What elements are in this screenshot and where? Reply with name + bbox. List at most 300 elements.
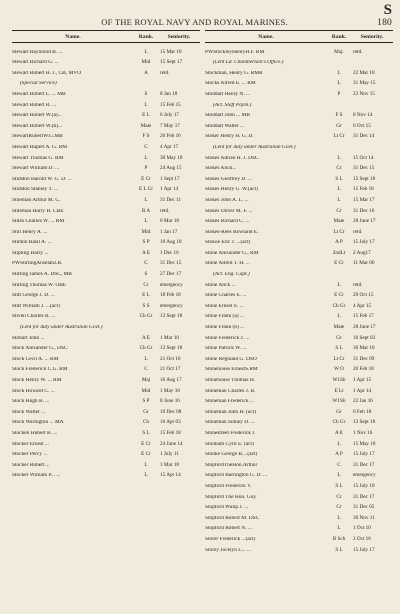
table-row: [12, 153, 200, 164]
officer-rank: Lt Cr: [333, 355, 345, 362]
officer-seniority: 31 Dec 09: [353, 355, 375, 362]
officer-rank: Maj.: [334, 48, 344, 55]
officer-name: Stokes John A. L. ...: [205, 197, 249, 203]
officer-seniority: 16 Aug 17: [160, 377, 182, 383]
officer-name: Stone Charles E. ...: [205, 293, 247, 299]
officer-rank: Cr: [336, 493, 342, 500]
table-row: [205, 195, 393, 206]
officer-name: Stileman Arthur M. C.: [12, 197, 61, 203]
officer-name: Stone Frank (b) ...: [205, 325, 245, 331]
officer-seniority: emergency: [160, 281, 183, 288]
table-row: [205, 492, 393, 503]
table-row: [205, 238, 393, 249]
officer-seniority: 8 Jan 18: [160, 90, 178, 97]
officer-name: Stocker William P... ...: [12, 473, 61, 479]
table-row: [205, 513, 393, 524]
officer-rank: A P: [335, 239, 343, 246]
left-column: [12, 30, 200, 556]
officer-seniority: 1 Mar 18: [160, 461, 180, 468]
officer-rank: E L Cr: [139, 186, 153, 193]
officer-seniority: 7 May 17: [160, 122, 180, 129]
table-row: [205, 269, 393, 280]
officer-rank: C: [144, 260, 148, 267]
officer-name: (Special Service): [20, 81, 57, 87]
officer-rank: Mid: [141, 59, 151, 66]
table-row: [205, 481, 393, 492]
officer-rank: Ch Gr: [139, 313, 153, 320]
officer-seniority: 15 Oct 14: [353, 154, 374, 161]
officer-rank: Maj: [141, 377, 151, 383]
officer-seniority: 1 Mar 10: [160, 334, 180, 341]
table-row: [12, 291, 200, 302]
table-row: [12, 269, 200, 280]
officer-rank: A: [144, 69, 148, 76]
officer-rank: E L: [142, 112, 150, 119]
officer-name: Stokes Oliver M. F. ...: [205, 208, 253, 214]
table-row: [12, 248, 200, 259]
table-row: [12, 174, 200, 185]
officer-seniority: 31 Dec 15: [353, 165, 375, 172]
officer-rank: Gr: [336, 122, 342, 129]
officer-rank: A E: [142, 334, 150, 341]
table-row: [205, 68, 393, 79]
officer-rank: S: [144, 90, 148, 97]
officer-name: Stonehouse Thomas H.: [205, 378, 256, 383]
right-rows: [205, 47, 393, 556]
table-row: [12, 344, 200, 355]
table-row: [12, 460, 200, 471]
officer-seniority: 15 Sept 18: [353, 175, 376, 182]
rank-header: Rank.: [138, 33, 154, 40]
officer-name: Stoneman Sidney D. ...: [205, 420, 255, 426]
table-row: [12, 439, 200, 450]
officer-name: Stoneman Charles J. B.: [205, 388, 256, 394]
officer-rank: L: [337, 313, 341, 320]
officer-name: Stopford Philip J. ...: [205, 505, 249, 511]
officer-rank: Mate: [333, 218, 345, 225]
table-row: [205, 111, 393, 122]
officer-rank: L: [337, 472, 341, 479]
officer-seniority: 26 Feb 16: [160, 133, 181, 140]
officer-name: Stitt William J. ...(act): [12, 303, 60, 309]
officer-name: Stileman Harry H. CBE: [12, 208, 64, 214]
officer-rank: L: [337, 525, 341, 532]
officer-name: Stock Alexander G., DSC: [12, 346, 68, 352]
officer-rank: L: [144, 101, 148, 108]
officer-seniority: 31 Dec 16: [353, 207, 375, 214]
table-row: [205, 365, 393, 376]
officer-seniority: 24 June 14: [160, 440, 183, 447]
officer-name: PWStockleyHenryH.F. RM: [205, 49, 265, 55]
officer-rank: L: [337, 80, 341, 87]
table-row: [205, 375, 393, 386]
officer-name: Stockman, Henry G. RMR: [205, 70, 263, 76]
officer-name: Stiven Charles B. ...: [12, 314, 56, 320]
table-row: [205, 418, 393, 429]
officer-rank: E Cr: [141, 440, 151, 447]
table-row: [205, 397, 393, 408]
table-row: [12, 407, 200, 418]
officer-name: Stewart Robert R. ...: [12, 102, 57, 108]
officer-name: Stonham Cyril E. (act): [205, 441, 254, 447]
table-row: [12, 238, 200, 249]
officer-rank: P: [144, 165, 148, 172]
table-row: [205, 354, 393, 365]
table-row: [12, 195, 200, 206]
table-row: [12, 333, 200, 344]
officer-seniority: 23 Nov 15: [353, 90, 375, 97]
officer-rank: Ch Gr: [332, 419, 346, 426]
officer-rank: A P: [335, 451, 343, 458]
table-row: [12, 111, 200, 122]
officer-rank: C: [337, 461, 341, 468]
officer-name: Stewart Robert W.(b)...: [12, 123, 63, 129]
rank-header: Rank.: [331, 33, 347, 40]
officer-name: Stokes Adrian H. J. DSC: [205, 155, 259, 161]
officer-rank: W O: [334, 366, 344, 373]
officer-rank: Ch: [142, 419, 150, 426]
officer-rank: Lt Cr: [333, 133, 345, 140]
table-row: [205, 301, 393, 312]
officer-name: Stock Howard C. ...: [12, 388, 55, 394]
officer-seniority: 15 Apr 14: [160, 472, 181, 479]
officer-seniority: 31 Dec 11: [160, 196, 182, 203]
officer-seniority: 1 Apr 14: [160, 186, 179, 193]
table-row: [205, 439, 393, 450]
table-row: [12, 428, 200, 439]
officer-name: Stock Hugh R. ...: [12, 399, 50, 405]
officer-seniority: 1 Apr 15: [353, 377, 372, 383]
officer-name: Stoneman Frederick ...: [205, 399, 254, 405]
officer-rank: S L: [142, 429, 150, 436]
officer-seniority: 18 Feb 18: [160, 292, 181, 299]
officer-rank: W1Sh: [332, 398, 346, 405]
table-row: [205, 344, 393, 355]
officer-name: Stone Ernest S. ...: [205, 303, 244, 309]
officer-rank: L: [337, 154, 341, 161]
officer-seniority: 31 Dec 15: [160, 260, 182, 267]
table-row: [12, 100, 200, 111]
officer-name: Stock Henry W. ... RM: [12, 378, 62, 383]
officer-rank: F S: [335, 112, 343, 119]
officer-name: Stocker Robert ...: [12, 462, 50, 468]
table-row: [12, 164, 200, 175]
table-row: [12, 280, 200, 291]
officer-name: Stokes Geoffrey D. ...: [205, 176, 253, 182]
officer-name: Stinton Basil A. ...: [12, 240, 52, 246]
table-row: [205, 100, 393, 111]
table-row: [205, 534, 393, 545]
officer-seniority: 15 Feb 18: [160, 429, 181, 436]
officer-name: Stock Walter ...: [12, 409, 46, 415]
officer-seniority: 1 Jan 17: [160, 228, 178, 235]
officer-rank: Gr: [336, 334, 342, 341]
officer-seniority: 2 Aug17: [353, 249, 371, 256]
table-row: [205, 407, 393, 418]
seniority-header: Seniority.: [360, 33, 384, 40]
officer-name: Stitt George J. D. ...: [12, 293, 55, 299]
officer-name: Stone Frank (a) ...: [205, 314, 244, 320]
table-row: [205, 89, 393, 100]
table-row: [205, 164, 393, 175]
officer-seniority: 1 Nov 16: [353, 429, 373, 436]
officer-name: Stocker Percy ...: [12, 452, 48, 458]
officer-seniority: 10 Aug 18: [160, 239, 182, 246]
officer-rank: L: [144, 461, 148, 468]
officer-seniority: 4 Apr 17: [160, 143, 179, 150]
officer-rank: W1Sh: [332, 377, 346, 383]
table-row: [205, 428, 393, 439]
officer-rank: E Cr: [141, 451, 151, 458]
officer-seniority: 31 Dec 05: [353, 504, 375, 511]
officer-seniority: retd.: [160, 207, 170, 214]
officer-seniority: 8 Nov 14: [353, 112, 373, 119]
officer-seniority: 2 Oct 16: [353, 535, 371, 542]
officer-name: Stooke George B....(act): [205, 452, 258, 458]
officer-rank: Cr: [336, 207, 342, 214]
table-row: [205, 185, 393, 196]
officer-seniority: 6 Feb 18: [353, 408, 372, 415]
table-row: [12, 185, 200, 196]
table-row: [12, 142, 200, 153]
officer-rank: P: [337, 90, 341, 97]
officer-name: Stone Alexander G., RM: [205, 250, 259, 256]
table-row: [205, 79, 393, 90]
officer-name: Stokoe Eric J. ...(act): [205, 240, 251, 246]
officer-name: Stocker Ernest ...: [12, 441, 49, 447]
officer-seniority: 1 July 11: [160, 451, 179, 458]
officer-seniority: 15 Mar 17: [353, 196, 375, 203]
officer-rank: Cr: [336, 504, 342, 511]
officer-rank: L: [144, 472, 148, 479]
officer-name: Stipling Harry ...: [12, 250, 49, 256]
table-row: [12, 450, 200, 461]
officer-rank: C: [144, 366, 148, 373]
table-row: [205, 545, 393, 556]
table-row: [12, 301, 200, 312]
officer-seniority: 11 Mar 06: [353, 260, 375, 267]
officer-name: Stewart Robert H. J., CB, MVO: [12, 70, 82, 76]
table-row: [205, 174, 393, 185]
officer-seniority: 6 Mar 18: [160, 218, 180, 225]
table-row: [205, 227, 393, 238]
officer-seniority: 28 June 17: [353, 324, 376, 331]
officer-rank: Mid: [141, 387, 151, 394]
officer-name: (Lent for duty under Australian Govt.): [213, 144, 296, 150]
table-row: [205, 280, 393, 291]
seniority-header: Seniority.: [167, 33, 191, 40]
officer-rank: Ch Gr: [332, 302, 346, 309]
officer-seniority: 13 Sept 18: [353, 419, 376, 426]
officer-name: Stoddart John ... MB: [205, 113, 250, 119]
officer-rank: L: [337, 186, 341, 193]
officer-seniority: 30 May 18: [160, 154, 183, 161]
officer-rank: L: [337, 196, 341, 203]
officer-rank: B Sch: [332, 535, 346, 542]
officer-rank: Gr: [336, 408, 342, 415]
officer-name: Stoker Henry H. G. D.: [205, 134, 254, 140]
officer-name: Stoddart Walter ...: [205, 123, 245, 129]
officer-seniority: 6 July 17: [160, 112, 180, 119]
officer-rank: C: [144, 143, 148, 150]
officer-rank: S S: [142, 302, 150, 309]
officer-name: Stocken Hubert B. ...: [12, 430, 58, 436]
officer-seniority: 28 June 17: [353, 218, 376, 225]
officer-name: Stewart Thomas G. RM: [12, 155, 64, 161]
officer-rank: Ch Gr: [139, 345, 153, 352]
officer-name: Storey Jocelyn L... ...: [205, 547, 251, 553]
name-header: Name.: [65, 33, 81, 40]
officer-seniority: 31 Dec 17: [353, 493, 375, 500]
officer-seniority: 13 Sept 18: [160, 345, 183, 352]
officer-seniority: 15 July 17: [353, 451, 375, 458]
officer-seniority: 15 Sept 17: [160, 59, 183, 66]
officer-seniority: 4 Apr 15: [353, 302, 372, 309]
officer-seniority: 1 Sept 17: [160, 175, 180, 182]
officer-rank: S: [144, 271, 148, 278]
officer-name: Stewart Rupert A. G. RM: [12, 144, 68, 150]
table-row: [12, 89, 200, 100]
table-row: [12, 217, 200, 228]
officer-rank: L: [337, 514, 341, 521]
officer-name: Stewart Richard G. ...: [12, 60, 59, 66]
right-column: [205, 30, 393, 556]
officer-name: Stokes Richard C. ...: [205, 219, 250, 225]
table-row: [12, 206, 200, 217]
officer-rank: Mate: [140, 122, 152, 129]
officer-name: Stewart Robert W.(a)...: [12, 113, 62, 119]
officer-rank: E Cr: [334, 260, 344, 267]
officer-name: Stock Cecil A. ... RM: [12, 356, 59, 362]
officer-name: Stone Alick ...: [205, 282, 236, 288]
officer-rank: A E: [142, 249, 150, 256]
officer-seniority: 27 Dec 17: [160, 271, 182, 278]
officer-seniority: emergency: [353, 472, 376, 479]
officer-rank: F S: [142, 133, 150, 140]
officer-seniority: 15 May 18: [353, 440, 376, 447]
officer-rank: E Cr: [334, 292, 344, 299]
officer-name: Stirling James A. DSC, MB: [12, 272, 72, 278]
officer-name: Stirling Thomas W. OBE: [12, 282, 67, 288]
table-row: [12, 259, 200, 270]
officer-seniority: emergency: [160, 302, 183, 309]
table-row: [12, 365, 200, 376]
officer-seniority: 24 Aug 15: [160, 165, 182, 172]
officer-rank: L: [144, 154, 148, 161]
officer-name: Stone Reginald G. DSO: [205, 356, 257, 362]
table-row: [12, 227, 200, 238]
officer-seniority: 22 Jan 16: [353, 398, 373, 405]
officer-rank: L: [337, 69, 341, 76]
table-row: [205, 47, 393, 58]
officer-seniority: 21 Oct 17: [160, 366, 181, 373]
officer-rank: L: [144, 355, 148, 362]
officer-seniority: 30 Mar 18: [353, 345, 375, 352]
right-column-header: [205, 30, 393, 43]
officer-seniority: retd.: [353, 48, 363, 55]
officer-rank: L: [144, 48, 148, 55]
table-row: [12, 121, 200, 132]
officer-name: Still Henry A. ...: [12, 229, 48, 235]
officer-name: Stocks Alfred E. ... RM: [205, 81, 256, 87]
officer-rank: Cr: [143, 281, 149, 288]
table-row: [205, 259, 393, 270]
table-row: [205, 450, 393, 461]
officer-seniority: 29 Oct 15: [353, 292, 374, 299]
officer-seniority: 1 Apr 14: [353, 387, 372, 394]
officer-name: Storer Frederick ...(act): [205, 536, 256, 542]
officer-name: StopfordTheHon.Arthur: [205, 462, 258, 468]
table-row: [205, 153, 393, 164]
table-row: [205, 248, 393, 259]
officer-name: Stonestreet Frederick J: [205, 430, 255, 436]
page-header: [12, 17, 392, 28]
officer-rank: S P: [142, 239, 150, 246]
officer-seniority: 20 Feb 18: [353, 366, 374, 373]
officer-rank: S L: [335, 345, 343, 352]
officer-name: (Act. Staff Paym.): [213, 102, 252, 108]
table-row: [205, 503, 393, 514]
officer-name: StewartRobertW.G.MB: [12, 134, 63, 140]
officer-rank: S P: [142, 398, 150, 405]
table-row: [12, 68, 200, 79]
officer-seniority: retd.: [353, 228, 363, 235]
officer-seniority: 1 May 18: [160, 387, 180, 394]
officer-name: Stoddart Henry N. ...: [205, 91, 251, 97]
officer-name: Stone Patrick W. ...: [205, 346, 247, 352]
officer-seniority: 6 Oct 15: [353, 122, 371, 129]
table-row: [205, 132, 393, 143]
officer-seniority: 15 Mar 18: [160, 48, 182, 55]
officer-seniority: 16 Apr 03: [160, 419, 181, 426]
table-row: [205, 291, 393, 302]
officer-name: Stidston Stanley T. ...: [12, 187, 59, 193]
officer-seniority: 21 Oct 16: [160, 355, 181, 362]
officer-seniority: 15 Feb 15: [160, 101, 181, 108]
table-row: [12, 397, 200, 408]
officer-seniority: 22 Mar 18: [353, 69, 375, 76]
table-row: [12, 79, 200, 90]
left-rows: [12, 47, 200, 481]
officer-rank: Lt Cr: [333, 228, 345, 235]
officer-name: (Lent Ld. Chamberlain's Office.): [213, 60, 284, 66]
table-row: [205, 386, 393, 397]
section-letter: S: [383, 2, 392, 18]
officer-name: Stewart Raymond B. ...: [12, 49, 63, 55]
officer-seniority: 10 Sept 03: [353, 334, 376, 341]
officer-seniority: 31 May 15: [353, 80, 376, 87]
officer-name: Stock Frederick C.G. RM: [12, 367, 68, 373]
table-row: [12, 375, 200, 386]
table-row: [12, 47, 200, 58]
officer-rank: S L: [335, 546, 343, 553]
officer-seniority: 1 Oct 10: [353, 525, 371, 532]
officer-rank: E L: [142, 292, 150, 299]
officer-name: Stone Frederick J. ...: [205, 335, 250, 341]
officer-seniority: 10 Dec 08: [160, 408, 182, 415]
officer-seniority: 15 Feb 17: [353, 313, 374, 320]
officer-name: (Act. Eng. Capt.): [213, 272, 250, 278]
name-header: Name.: [258, 33, 274, 40]
officer-seniority: 1 Dec 16: [160, 249, 179, 256]
officer-seniority: retd.: [160, 69, 170, 76]
officer-rank: A E: [335, 429, 343, 436]
officer-name: Stone Alfred T. H. ...: [205, 261, 250, 267]
officer-seniority: 8 June 16: [160, 398, 180, 405]
officer-name: Stokes Alick...: [205, 166, 237, 172]
officer-rank: E Cr: [141, 175, 151, 182]
table-row: [205, 460, 393, 471]
